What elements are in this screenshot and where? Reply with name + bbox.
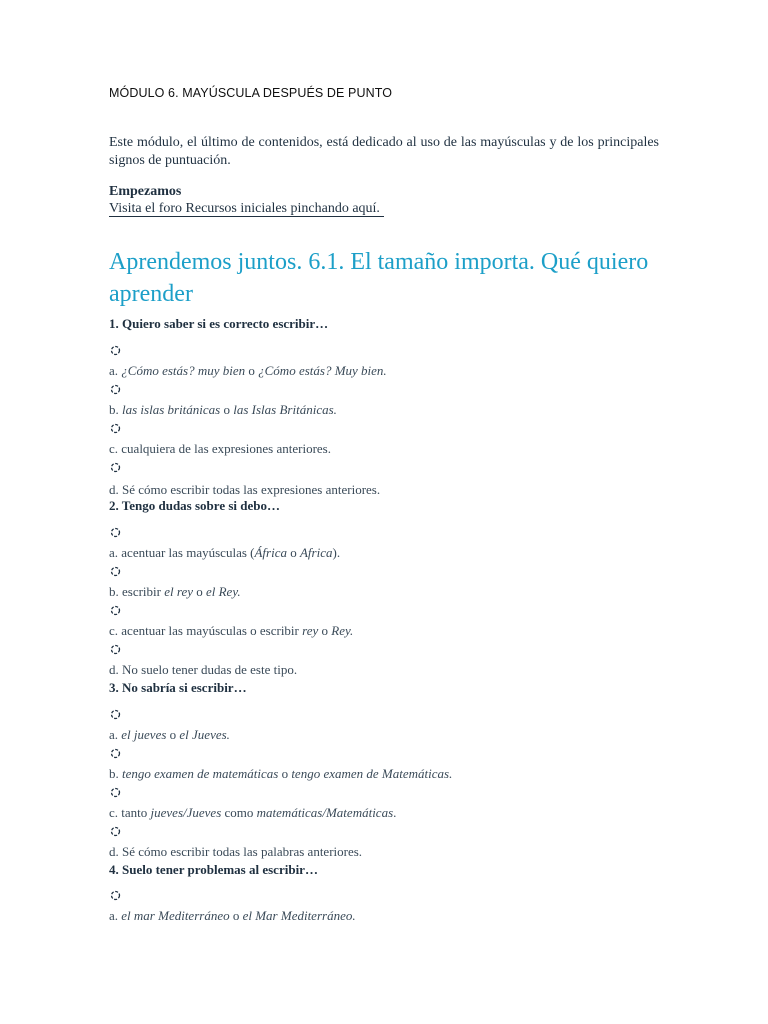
start-heading: Empezamos [109, 184, 182, 199]
option-3a [109, 727, 230, 743]
radio-button-icon[interactable] [110, 709, 120, 719]
option-4a [109, 908, 356, 924]
question-4-label: 4. Suelo tener problemas al escribir… [109, 862, 318, 877]
option-prefix: a. [109, 363, 119, 378]
option-3d [109, 844, 362, 860]
option-connector: o [281, 766, 289, 781]
option-text: tengo examen de matemáticas [122, 766, 279, 781]
question-2-label: 2. Tengo dudas sobre si debo… [109, 498, 280, 513]
option-1b [109, 402, 337, 418]
option-text: acentuar las mayúsculas ( [121, 545, 255, 560]
section-title: Aprendemos juntos. 6.1. El tamaño importa. Qué quiero aprender [109, 249, 649, 307]
radio-button-icon[interactable] [110, 605, 120, 615]
radio-button-icon[interactable] [110, 566, 120, 576]
radio-button-icon[interactable] [110, 462, 120, 472]
option-connector: o [232, 908, 240, 923]
option-1c [109, 441, 331, 457]
intro-paragraph: Este módulo, el último de contenidos, está dedicado al uso de las mayúsculas y de los principales signos de puntuación. [109, 135, 659, 168]
option-text: ¿Cómo estás? Muy bien. [258, 363, 387, 378]
radio-button-icon[interactable] [110, 890, 120, 900]
option-3c [109, 805, 396, 821]
option-text: acentuar las mayúsculas o escribir [121, 623, 299, 638]
option-prefix: a. [109, 908, 119, 923]
option-prefix: c. [109, 805, 119, 820]
option-connector: o [321, 623, 329, 638]
option-2d [109, 662, 297, 678]
option-2c [109, 623, 353, 639]
radio-button-icon[interactable] [110, 345, 120, 355]
module-title: MÓDULO 6. MAYÚSCULA DESPUÉS DE PUNTO [109, 86, 393, 100]
option-text: rey [302, 623, 319, 638]
radio-button-icon[interactable] [110, 787, 120, 797]
question-3-label: 3. No sabría si escribir… [109, 680, 247, 695]
option-connector: o [290, 545, 297, 560]
option-text: Africa [299, 545, 333, 560]
option-text: Sé cómo escribir todas las palabras anteriores. [122, 844, 363, 859]
option-prefix: d. [109, 844, 119, 859]
radio-button-icon[interactable] [110, 826, 120, 836]
option-connector: o [248, 363, 255, 378]
option-prefix: a. [109, 727, 119, 742]
option-connector: o [169, 727, 177, 742]
option-connector: o [223, 402, 230, 417]
option-text: el Rey. [205, 584, 241, 599]
option-text: jueves/Jueves [150, 805, 222, 820]
option-prefix: d. [109, 482, 119, 497]
option-text: . [393, 805, 397, 820]
option-prefix: c. [109, 441, 119, 456]
option-text: las Islas Británicas. [233, 402, 337, 417]
radio-button-icon[interactable] [110, 527, 120, 537]
option-prefix: d. [109, 662, 119, 677]
option-text: el Mar Mediterráneo. [242, 908, 356, 923]
option-text: el mar Mediterráneo [121, 908, 230, 923]
option-text: las islas británicas [122, 402, 221, 417]
option-text: el Jueves. [179, 727, 230, 742]
option-text: cualquiera de las expresiones anteriores. [121, 441, 331, 456]
forum-link[interactable]: Visita el foro Recursos iniciales pinchando aquí. [109, 201, 384, 217]
option-text: ¿Cómo estás? muy bien [121, 363, 246, 378]
option-3b [109, 766, 452, 782]
option-prefix: b. [109, 766, 119, 781]
radio-button-icon[interactable] [110, 423, 120, 433]
option-text: tengo examen de Matemáticas. [291, 766, 453, 781]
option-text: Sé cómo escribir todas las expresiones anteriores. [122, 482, 381, 497]
option-text: el jueves [121, 727, 167, 742]
option-text: Rey. [331, 623, 354, 638]
radio-button-icon[interactable] [110, 384, 120, 394]
question-1-label: 1. Quiero saber si es correcto escribir… [109, 316, 329, 331]
option-connector: o [196, 584, 203, 599]
option-text: escribir [122, 584, 161, 599]
option-text: No suelo tener dudas de este tipo. [122, 662, 298, 677]
option-text: el rey [164, 584, 193, 599]
option-1d [109, 482, 380, 498]
option-text: ). [332, 545, 341, 560]
option-text: tanto [121, 805, 148, 820]
option-2b [109, 584, 241, 600]
radio-button-icon[interactable] [110, 644, 120, 654]
option-text: África [254, 545, 287, 560]
option-text: matemáticas/Matemáticas [256, 805, 394, 820]
option-1a [109, 363, 387, 379]
option-prefix: a. [109, 545, 119, 560]
radio-button-icon[interactable] [110, 748, 120, 758]
option-prefix: b. [109, 584, 119, 599]
option-prefix: b. [109, 402, 119, 417]
option-connector: como [224, 805, 254, 820]
option-prefix: c. [109, 623, 119, 638]
option-2a [109, 545, 340, 561]
